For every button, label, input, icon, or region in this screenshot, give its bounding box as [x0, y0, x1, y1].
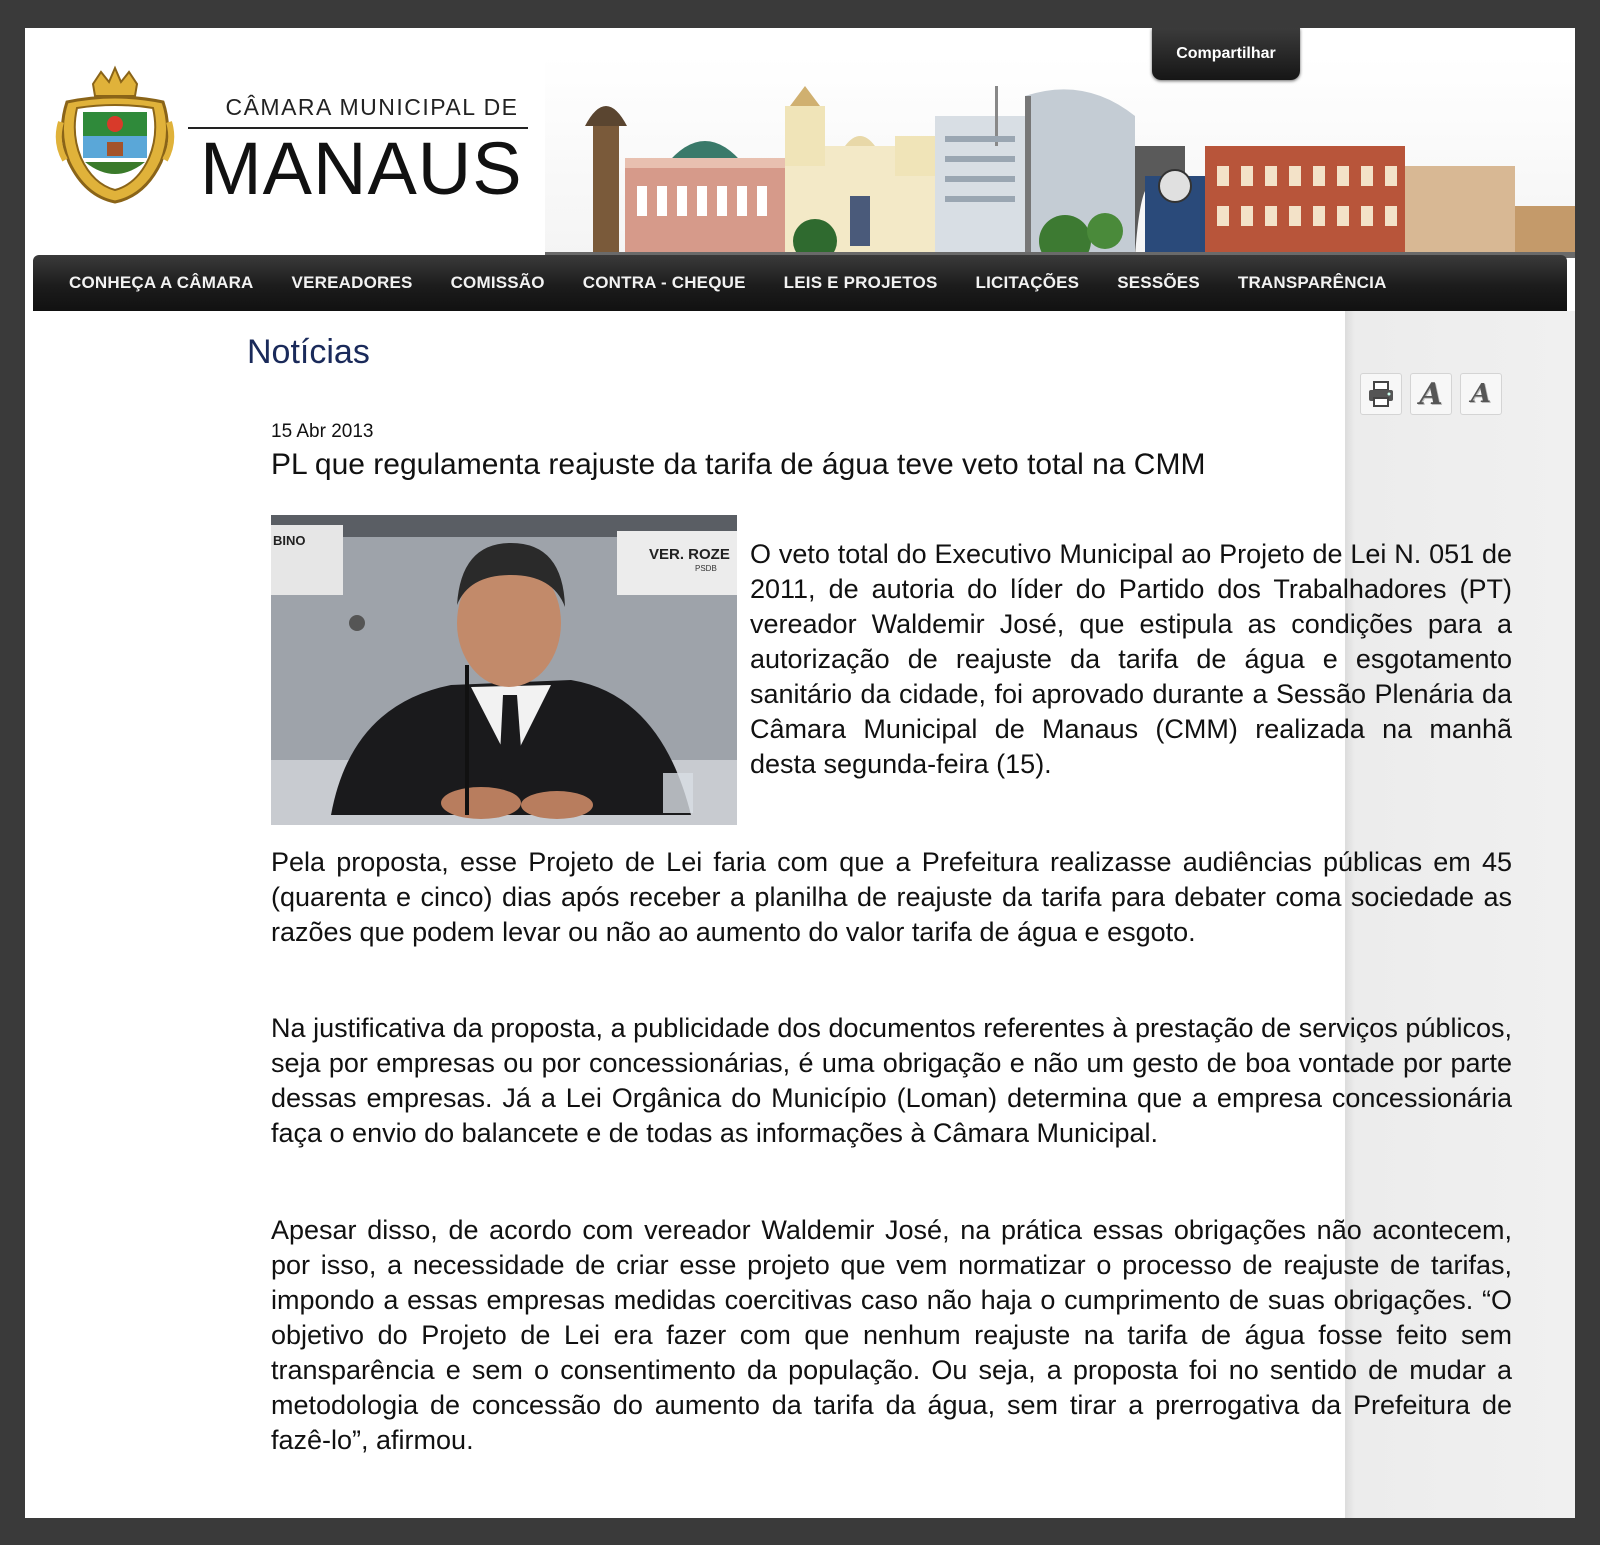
article-paragraph-1: O veto total do Executivo Municipal ao Projeto de Lei N. 051 de 2011, de autoria do líder do Partido dos Trabalhadores (PT) vereador Waldemir José, que estipula as condições para a autorização de reajuste da tarifa de água e esgotamento sanitário da cidade, foi aprovado durante a Sessão Plenária da Câmara Municipal de Manaus (CMM) realizada na manhã desta segunda-feira (15).: [750, 539, 1512, 779]
increase-font-button[interactable]: [1410, 373, 1452, 415]
article-paragraph-4: Apesar disso, de acordo com vereador Waldemir José, na prática essas obrigações não acontecem, por isso, a necessidade de criar esse projeto que vem normatizar o processo de reajuste de tarifas, impondo a essas empresas medidas coercitivas caso não haja o cumprimento de suas obrigações. “O objetivo do Projeto de Lei era fazer com que nenhum reajuste na tarifa de água fosse feito sem transparência e sem o consentimento da população. Ou seja, a proposta foi no sentido de mudar a metodologia de concessão do aumento da tarifa da água, sem tirar a prerrogativa da Prefeitura de fazê-lo”, afirmou.: [271, 1215, 1512, 1455]
nameplate-right-text: VER. ROZE: [649, 546, 730, 563]
section-title: Notícias: [247, 333, 370, 371]
site-header: [25, 28, 1575, 258]
print-button[interactable]: [1360, 373, 1402, 415]
nav-item-transparencia[interactable]: TRANSPARÊNCIA: [1237, 273, 1387, 292]
article-paragraph-2: Pela proposta, esse Projeto de Lei faria com que a Prefeitura realizasse audiências públicas em 45 (quarenta e cinco) dias após receber a planilha de reajuste da tarifa para debater coma sociedade as razões que podem levar ou não ao aumento do valor tarifa de água e esgoto.: [271, 847, 1512, 947]
nav-item-comissao[interactable]: COMISSÃO: [450, 273, 545, 292]
article-paragraph-3: Na justificativa da proposta, a publicidade dos documentos referentes à prestação de serviços públicos, seja por empresas ou por concessionárias, é uma obrigação e não um gesto de boa vontade por parte dessas empresas. Já a Lei Orgânica do Município (Loman) determina que a empresa concessionária faça o envio do balancete e de todas as informações à Câmara Municipal.: [271, 1013, 1512, 1148]
font-decrease-icon: A: [1470, 379, 1492, 409]
nav-item-leis-e-projetos[interactable]: LEIS E PROJETOS: [783, 273, 938, 292]
article-headline: PL que regulamenta reajuste da tarifa de água teve veto total na CMM: [271, 448, 1206, 481]
main-content: [25, 311, 1575, 1518]
nameplate-left-text: BINO: [273, 533, 306, 548]
brand-subtitle: CÂMARA MUNICIPAL DE: [225, 94, 519, 120]
brand-title[interactable]: MANAUS: [200, 127, 523, 210]
printer-icon: [1366, 379, 1396, 409]
nav-item-contra-cheque[interactable]: CONTRA - CHEQUE: [582, 273, 746, 292]
article-date: 15 Abr 2013: [271, 421, 374, 442]
main-navigation: [33, 255, 1567, 311]
nav-item-sessoes[interactable]: SESSÕES: [1117, 273, 1200, 292]
page-frame: [25, 28, 1575, 1518]
share-button[interactable]: Compartilhar: [1152, 28, 1300, 80]
article-photo[interactable]: [271, 515, 737, 825]
city-crest-logo[interactable]: [55, 62, 175, 204]
article-tools: [1360, 373, 1502, 415]
city-skyline-banner: [545, 56, 1575, 258]
nav-item-licitacoes[interactable]: LICITAÇÕES: [975, 273, 1080, 292]
font-increase-icon: A: [1419, 376, 1443, 412]
nav-item-vereadores[interactable]: VEREADORES: [291, 273, 413, 292]
decrease-font-button[interactable]: [1460, 373, 1502, 415]
nameplate-party-text: PSDB: [695, 564, 717, 573]
nav-item-conheca-a-camara[interactable]: CONHEÇA A CÂMARA: [69, 273, 254, 292]
